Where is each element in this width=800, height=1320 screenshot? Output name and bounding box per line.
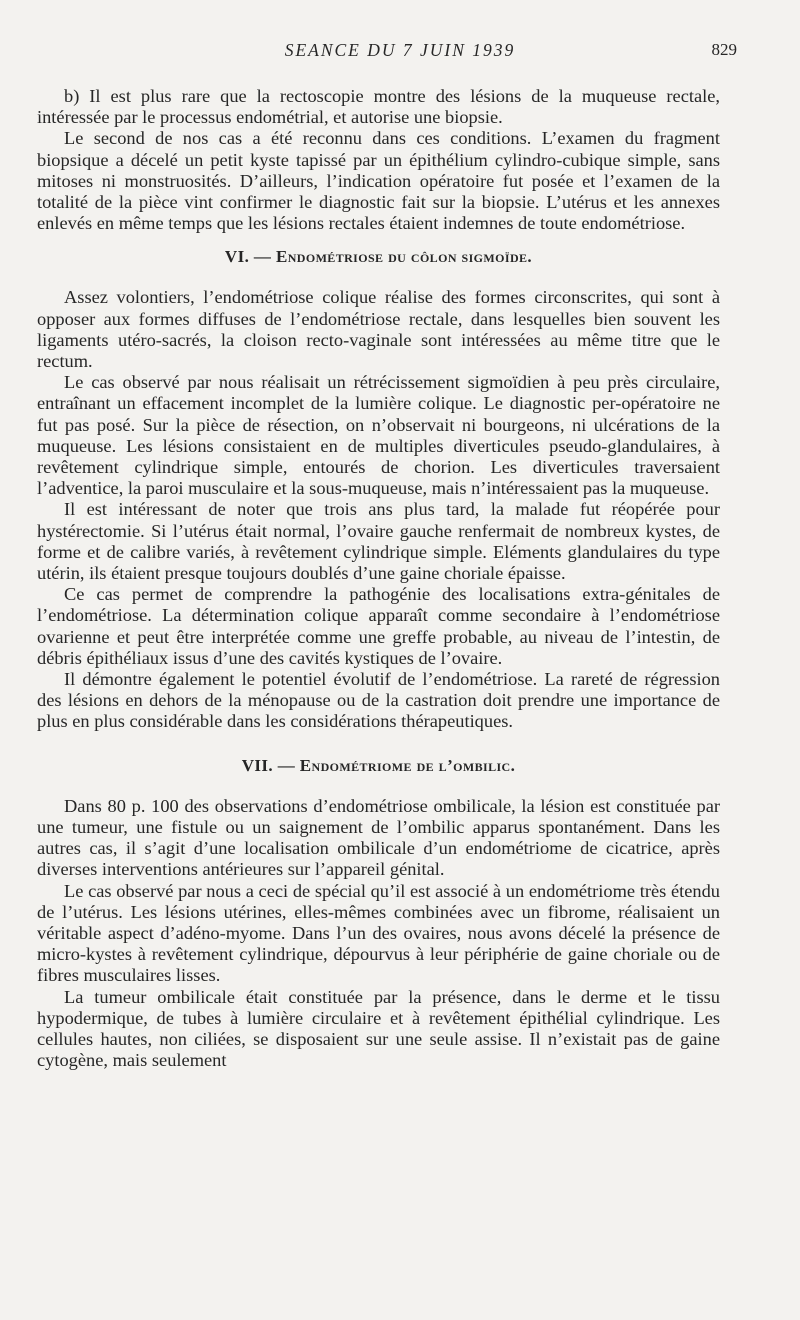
paragraph: Dans 80 p. 100 des observations d’endométriose ombilicale, la lésion est constituée par une tumeur, une fistule ou un saignement de l’ombilic apparus spontanément. Dans les autres cas, il s’agit d’une localisation ombilicale d’un endométriome de cicatrice, après diverses interventions antérieures sur l’appareil génital. [37,795,720,880]
paragraph: Le cas observé par nous réalisait un rétrécissement sigmoïdien à peu près circulaire, entraînant un effacement incomplet de la lumière colique. Le diagnostic per-opératoire ne fut pas posé. Sur la pièce de résection, on n’observait ni bourgeons, ni ulcérations de la muqueuse. Les lésions consistaient en de multiples diverticules pseudo-glandulaires, à revêtement cylindrique simple, entourés de chorion. Les diverticules traversaient l’adventice, la paroi musculaire et la sous-muqueuse, mais n’intéressaient pas la muqueuse. [37,372,720,499]
section-heading: VII. — Endométriome de l’ombilic. [241,755,516,775]
page-number: 829 [711,40,737,59]
paragraph: Ce cas permet de comprendre la pathogénie des localisations extra-génitales de l’endométriose. La détermination colique apparaît comme secondaire à l’endométriose ovarienne et peut être interprétée comme une greffe probable, au niveau de l’intestin, de débris épithéliaux issus d’une des cavités kystiques de l’ovaire. [37,584,720,668]
article-body [37,86,720,1071]
page-header [0,40,800,64]
paragraph: Le second de nos cas a été reconnu dans ces conditions. L’examen du fragment biopsique a décelé un petit kyste tapissé par un épithélium cylindro-cubique simple, sans mitoses ni monstruosités. D’ailleurs, l’indication opératoire fut posée et l’examen de la totalité de la pièce vint confirmer le diagnostic fait sur la biopsie. L’utérus et les annexes enlevés en même temps que les lésions rectales étaient indemnes de toute endométriose. [37,128,720,234]
paragraph: b) Il est plus rare que la rectoscopie montre des lésions de la muqueuse rectale, intéressée par le processus endométrial, et autorise une biopsie. [37,86,720,128]
running-title: SEANCE DU 7 JUIN 1939 [284,40,516,60]
section-heading: VI. — Endométriose du côlon sigmoïde. [224,247,533,267]
paragraph: Il démontre également le potentiel évolutif de l’endométriose. La rareté de régression des lésions en dehors de la ménopause ou de la castration doit prendre une importance de plus en plus considérable dans les considérations thérapeutiques. [37,669,720,732]
paragraph: Il est intéressant de noter que trois ans plus tard, la malade fut réopérée pour hystérectomie. Si l’utérus était normal, l’ovaire gauche renfermait de nombreux kystes, de forme et de calibre variés, à revêtement cylindrique simple. Eléments glandulaires du type utérin, ils étaient presque toujours doublés d’une gaine choriale épaisse. [37,499,720,584]
paragraph: Assez volontiers, l’endométriose colique réalise des formes circonscrites, qui sont à opposer aux formes diffuses de l’endométriose rectale, dans lesquelles bien souvent les ligaments utéro-sacrés, la cloison recto-vaginale sont intéressées au même titre que le rectum. [37,287,720,372]
paragraph: La tumeur ombilicale était constituée par la présence, dans le derme et le tissu hypodermique, de tubes à lumière circulaire et à revêtement épithélial cylindrique. Les cellules hautes, non ciliées, se disposaient sur une seule assise. Il n’existait pas de gaine cytogène, mais seulement [37,986,720,1071]
paragraph: Le cas observé par nous a ceci de spécial qu’il est associé à un endométriome très étendu de l’utérus. Les lésions utérines, elles-mêmes combinées avec un fibrome, réalisaient un véritable aspect d’adéno-myome. Dans l’un des ovaires, nous avons décelé la présence de micro-kystes à revêtement cylindrique, dépourvus à leur périphérie de gaine choriale ou de fibres musculaires lisses. [37,880,720,986]
